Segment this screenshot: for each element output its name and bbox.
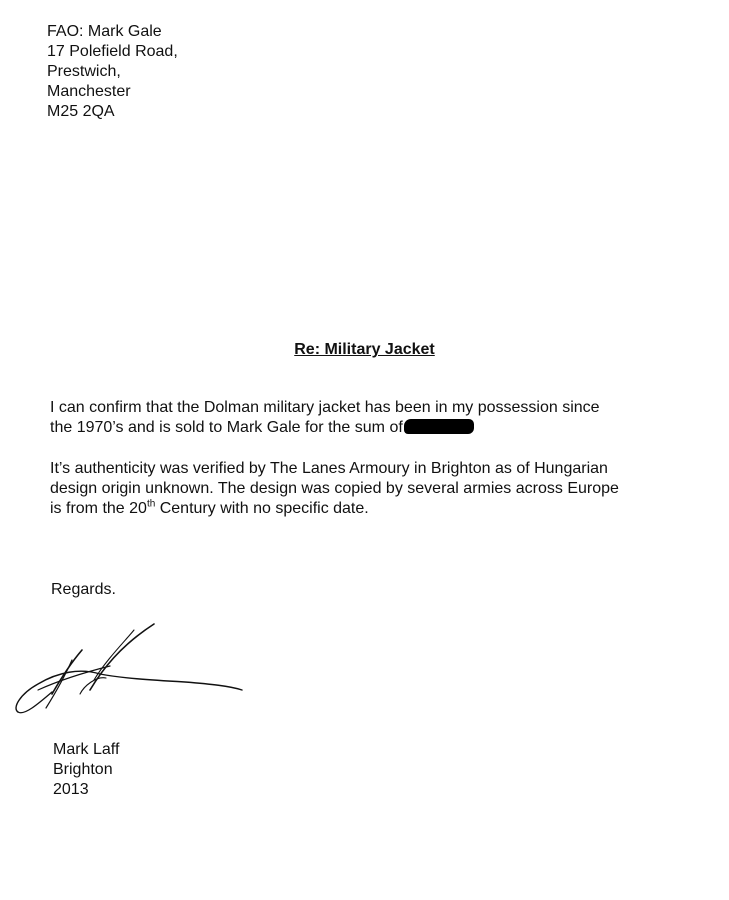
address-line-fao: FAO: Mark Gale — [47, 23, 162, 40]
subject-text: Re: Military Jacket — [294, 341, 435, 358]
para2-line3 — [50, 499, 690, 519]
para2-line2: design origin unknown. The design was copied by several armies across Europe — [50, 480, 619, 497]
para2-line1: It’s authenticity was verified by The Lanes Armoury in Brighton as of Hungarian — [50, 460, 608, 477]
para2-line3-start: is from the 20 — [50, 500, 147, 517]
address-line-postcode: M25 2QA — [47, 103, 115, 120]
address-line-town: Prestwich, — [47, 63, 121, 80]
signoff-block — [53, 740, 119, 800]
handwritten-signature — [10, 620, 250, 720]
para1-line1: I can confirm that the Dolman military jacket has been in my possession since — [50, 399, 600, 416]
para1-line2 — [50, 418, 690, 438]
recipient-address — [47, 22, 178, 122]
para1-line2-text: the 1970’s and is sold to Mark Gale for the sum of — [50, 419, 403, 436]
century-superscript: th — [146, 498, 156, 510]
body-paragraph-2 — [50, 459, 690, 519]
body-paragraph-1 — [50, 398, 690, 438]
signoff-name: Mark Laff — [53, 741, 120, 758]
closing-regards: Regards. — [51, 581, 116, 598]
para2-line3-end: Century with no specific date. — [155, 500, 369, 517]
address-line-street: 17 Polefield Road, — [47, 43, 178, 60]
redaction-mark — [404, 419, 474, 434]
signoff-year: 2013 — [53, 781, 89, 798]
subject-line — [0, 341, 729, 359]
signoff-place: Brighton — [53, 761, 113, 778]
address-line-city: Manchester — [47, 83, 131, 100]
